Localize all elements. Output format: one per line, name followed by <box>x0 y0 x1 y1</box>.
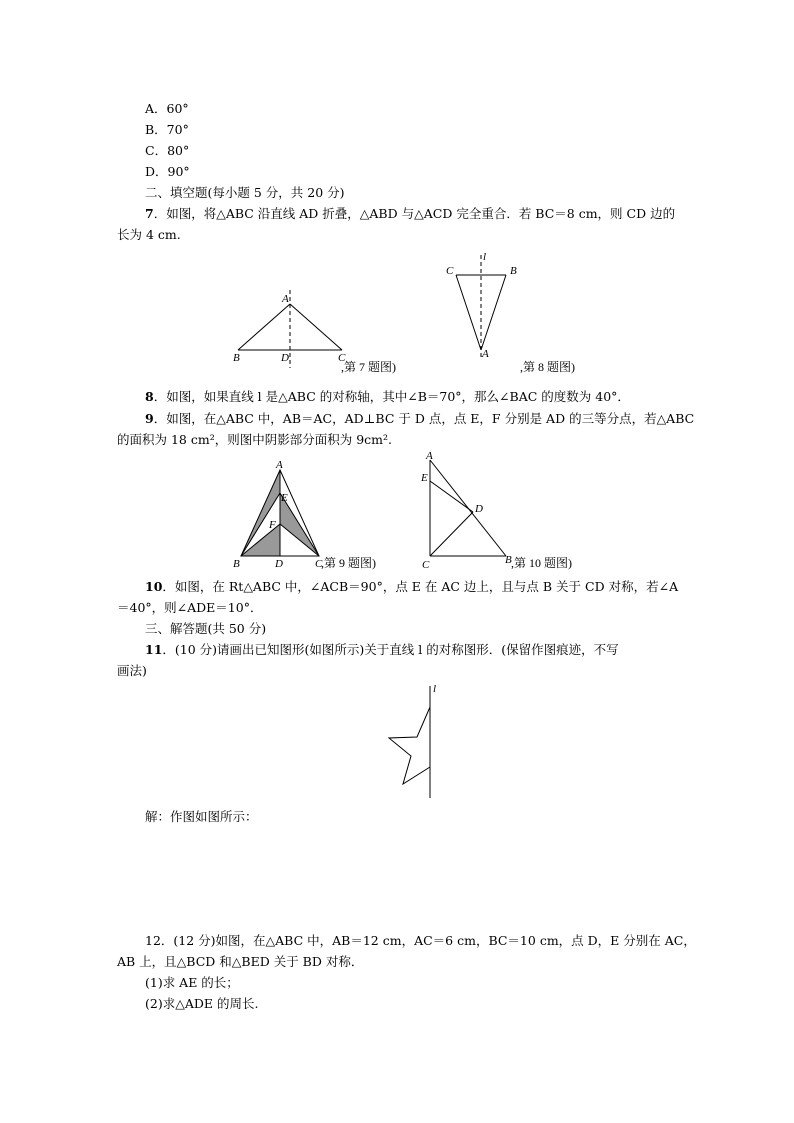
segment-ab <box>238 304 290 350</box>
question-text: ．如图，在△ABC 中，AB＝AC，AD⊥BC 于 D 点，点 E，F 分别是 AD 的三等分点，若△ABC <box>153 411 695 426</box>
question-number: 7 <box>145 206 154 221</box>
label-b: B <box>505 554 512 566</box>
label-b: B <box>510 265 517 277</box>
choice-a: A．60° <box>145 101 189 116</box>
segment-cd <box>430 512 473 556</box>
label-l: l <box>483 251 487 263</box>
segment-ac <box>290 304 342 350</box>
question-number: 9 <box>145 411 154 426</box>
question-text: ．如图，在 Rt△ABC 中，∠ACB＝90°，点 E 在 AC 边上，且与点 B 关于 CD 对称，若∠A <box>162 579 679 594</box>
solution-text: 解：作图如图所示： <box>145 809 258 824</box>
section-solve-title: 三、解答题(共 50 分) <box>145 621 267 636</box>
label-c: C <box>422 559 430 571</box>
question-12-line2: AB 上，且△BCD 和△BED 关于 BD 对称． <box>117 954 364 969</box>
question-12-part2: (2)求△ADE 的周长. <box>145 996 259 1011</box>
label-d: D <box>475 503 483 515</box>
question-7 <box>145 205 675 222</box>
question-text: ．如图，将△ABC 沿直线 AD 折叠，△ABD 与△ACD 完全重合．若 BC＝8 cm，则 CD 边的 <box>153 206 676 221</box>
label-a: A <box>426 450 433 462</box>
choice-b: B．70° <box>145 122 189 137</box>
question-number: 10 <box>145 579 163 594</box>
question-12-part1: (1)求 AE 的长； <box>145 975 239 990</box>
figure-10 <box>418 448 598 574</box>
label-l: l <box>433 683 437 695</box>
choice-d: D．90° <box>145 164 190 179</box>
label-d: D <box>281 352 289 364</box>
label-c: C <box>446 265 454 277</box>
figure-7-caption: ,第 7 题图) <box>341 360 396 374</box>
segment-ca <box>456 275 481 350</box>
question-10 <box>145 578 678 595</box>
label-e: E <box>281 492 288 504</box>
question-9 <box>145 410 694 427</box>
figure-8 <box>440 250 600 375</box>
label-e: E <box>421 472 428 484</box>
figure-11 <box>385 680 455 802</box>
question-9-line2: 的面积为 18 cm²，则图中阴影部分面积为 9cm². <box>117 432 392 447</box>
question-text: ．如图，如果直线 l 是△ABC 的对称轴，其中∠B＝70°，那么∠BAC 的度数为 40°． <box>153 389 630 404</box>
section-fill-in-title: 二、填空题(每小题 5 分，共 20 分) <box>145 185 345 200</box>
label-a: A <box>482 348 489 360</box>
question-number: 8 <box>145 389 154 404</box>
label-c: C <box>315 558 323 570</box>
question-8 <box>145 388 630 405</box>
question-11 <box>145 641 619 658</box>
label-b: B <box>233 558 240 570</box>
label-f: F <box>269 519 276 531</box>
figure-7 <box>228 288 428 376</box>
segment-ba <box>481 275 506 350</box>
label-a: A <box>282 293 289 305</box>
label-b: B <box>233 352 240 364</box>
question-10-line2: ＝40°，则∠ADE＝10°． <box>117 600 263 615</box>
question-11-line2: 画法) <box>117 663 147 678</box>
figure-9-caption: ,第 9 题图) <box>321 556 376 570</box>
question-7-line2: 长为 4 cm. <box>117 227 181 242</box>
figure-10-caption: ,第 10 题图) <box>511 556 572 570</box>
question-12: 12．(12 分)如图，在△ABC 中，AB＝12 cm，AC＝6 cm，BC＝10 cm，点 D，E 分别在 AC， <box>145 933 696 948</box>
segment-ed <box>430 481 473 512</box>
choice-c: C．80° <box>145 143 190 158</box>
question-text: ．(10 分)请画出已知图形(如图所示)关于直线 l 的对称图形．(保留作图痕迹，不写 <box>162 642 619 657</box>
label-d: D <box>275 558 283 570</box>
figure-8-caption: ,第 8 题图) <box>520 360 575 374</box>
label-a: A <box>276 459 283 471</box>
question-number: 11 <box>145 642 163 657</box>
half-star-shape <box>389 707 430 784</box>
figure-9 <box>228 458 408 574</box>
label-c: C <box>338 352 346 364</box>
